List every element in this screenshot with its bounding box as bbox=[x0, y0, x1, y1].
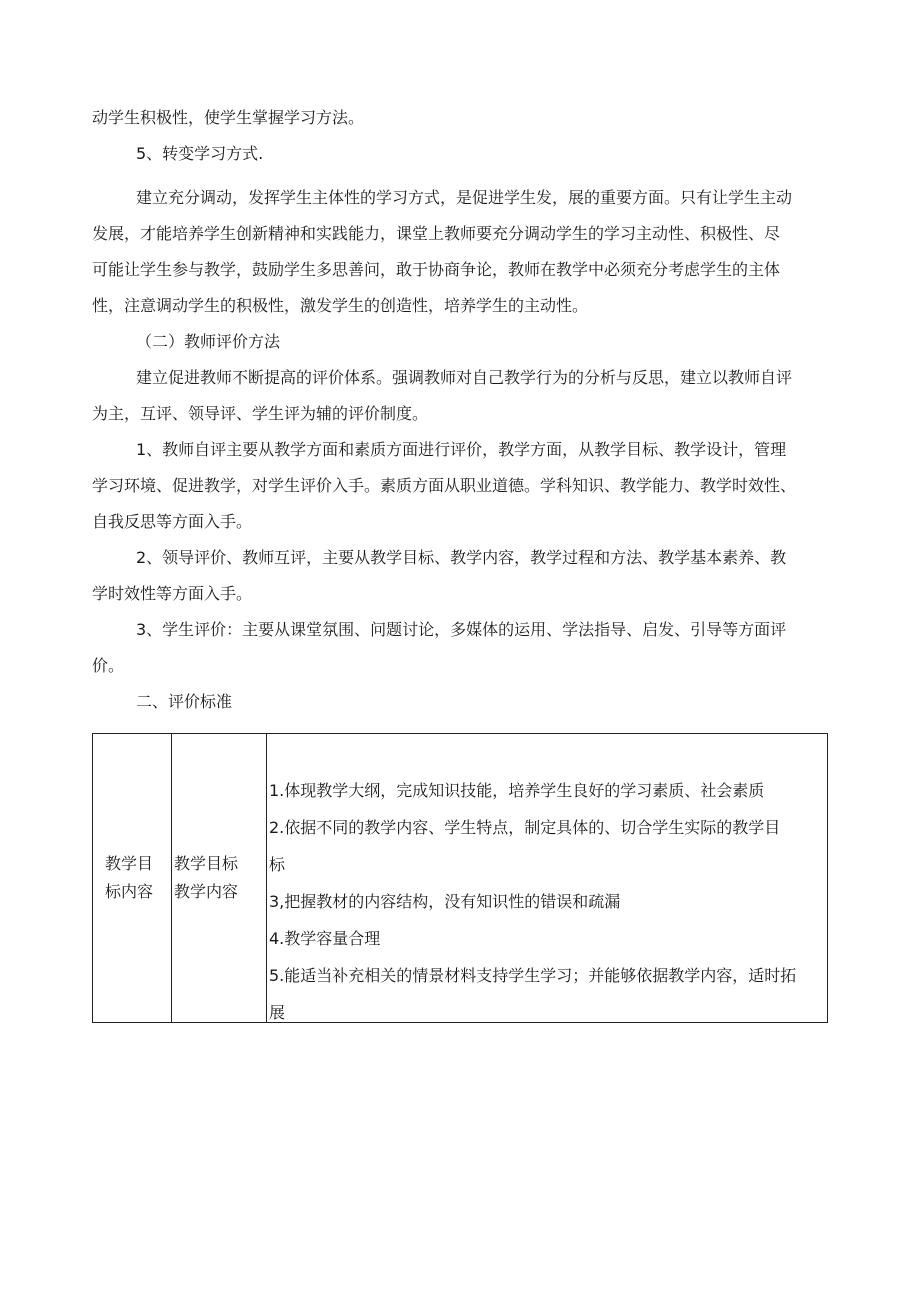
paragraph-line: 动学生积极性，使学生掌握学习方法。 bbox=[92, 108, 365, 127]
category-label: 教学目 标内容 bbox=[105, 854, 154, 901]
paragraph-line: 发展，才能培养学生创新精神和实践能力，课堂上教师要充分调动学生的学习主动性、积极性、尽 bbox=[92, 224, 781, 243]
paragraph-line: 3、学生评价：主要从课堂氛围、问题讨论，多媒体的运用、学法指导、启发、引导等方面评 bbox=[136, 620, 787, 639]
paragraph-line: 性，注意调动学生的积极性，激发学生的创造性，培养学生的主动性。 bbox=[92, 296, 589, 315]
paragraph-line: 1、教师自评主要从教学方面和素质方面进行评价，教学方面，从教学目标、教学设计，管理 bbox=[136, 440, 787, 459]
paragraph-line: 2、领导评价、教师互评，主要从教学目标、教学内容，教学过程和方法、教学基本素养、教 bbox=[136, 548, 787, 567]
criteria-item: 1.体现教学大纲，完成知识技能，培养学生良好的学习素质、社会素质 bbox=[269, 781, 765, 800]
criteria-item: 2.依据不同的教学内容、学生特点，制定具体的、切合学生实际的教学目 bbox=[269, 818, 781, 837]
criteria-item: 4.教学容量合理 bbox=[269, 929, 381, 948]
paragraph-line: 自我反思等方面入手。 bbox=[92, 512, 253, 531]
criteria-item: 3,把握教材的内容结构，没有知识性的错误和疏漏 bbox=[269, 892, 621, 911]
table-cell-criteria bbox=[267, 734, 827, 1022]
paragraph-line: 建立促进教师不断提高的评价体系。强调教师对自己教学行为的分析与反思，建立以教师自评 bbox=[136, 368, 793, 387]
table-cell-category bbox=[93, 734, 172, 1022]
paragraph-line: 建立充分调动，发挥学生主体性的学习方式，是促进学生发，展的重要方面。只有让学生主动 bbox=[136, 188, 793, 207]
paragraph-line: 学时效性等方面入手。 bbox=[92, 584, 253, 603]
criteria-item: 标 bbox=[269, 855, 286, 874]
criteria-list bbox=[269, 772, 796, 1031]
numbered-heading: 5、转变学习方式. bbox=[136, 144, 264, 163]
subcategory-label: 教学目标 教学内容 bbox=[174, 854, 239, 901]
paragraph-line: 可能让学生参与教学，鼓励学生多思善问，敢于协商争论，教师在教学中必须充分考虑学生的主体 bbox=[92, 260, 781, 279]
criteria-item: 5.能适当补充相关的情景材料支持学生学习；并能够依据教学内容，适时拓 bbox=[269, 966, 797, 985]
evaluation-standard-table bbox=[92, 733, 828, 1023]
paragraph-line: 学习环境、促进教学，对学生评价入手。素质方面从职业道德。学科知识、教学能力、教学时效性、 bbox=[92, 476, 797, 495]
paragraph-line: 为主，互评、领导评、学生评为辅的评价制度。 bbox=[92, 404, 429, 423]
section-heading: （二）教师评价方法 bbox=[136, 332, 281, 351]
paragraph-line: 价。 bbox=[92, 656, 125, 675]
document-body bbox=[92, 100, 828, 720]
table-cell-subcategory bbox=[172, 734, 267, 1022]
section-heading: 二、评价标准 bbox=[136, 692, 233, 711]
criteria-item: 展 bbox=[269, 1003, 286, 1022]
